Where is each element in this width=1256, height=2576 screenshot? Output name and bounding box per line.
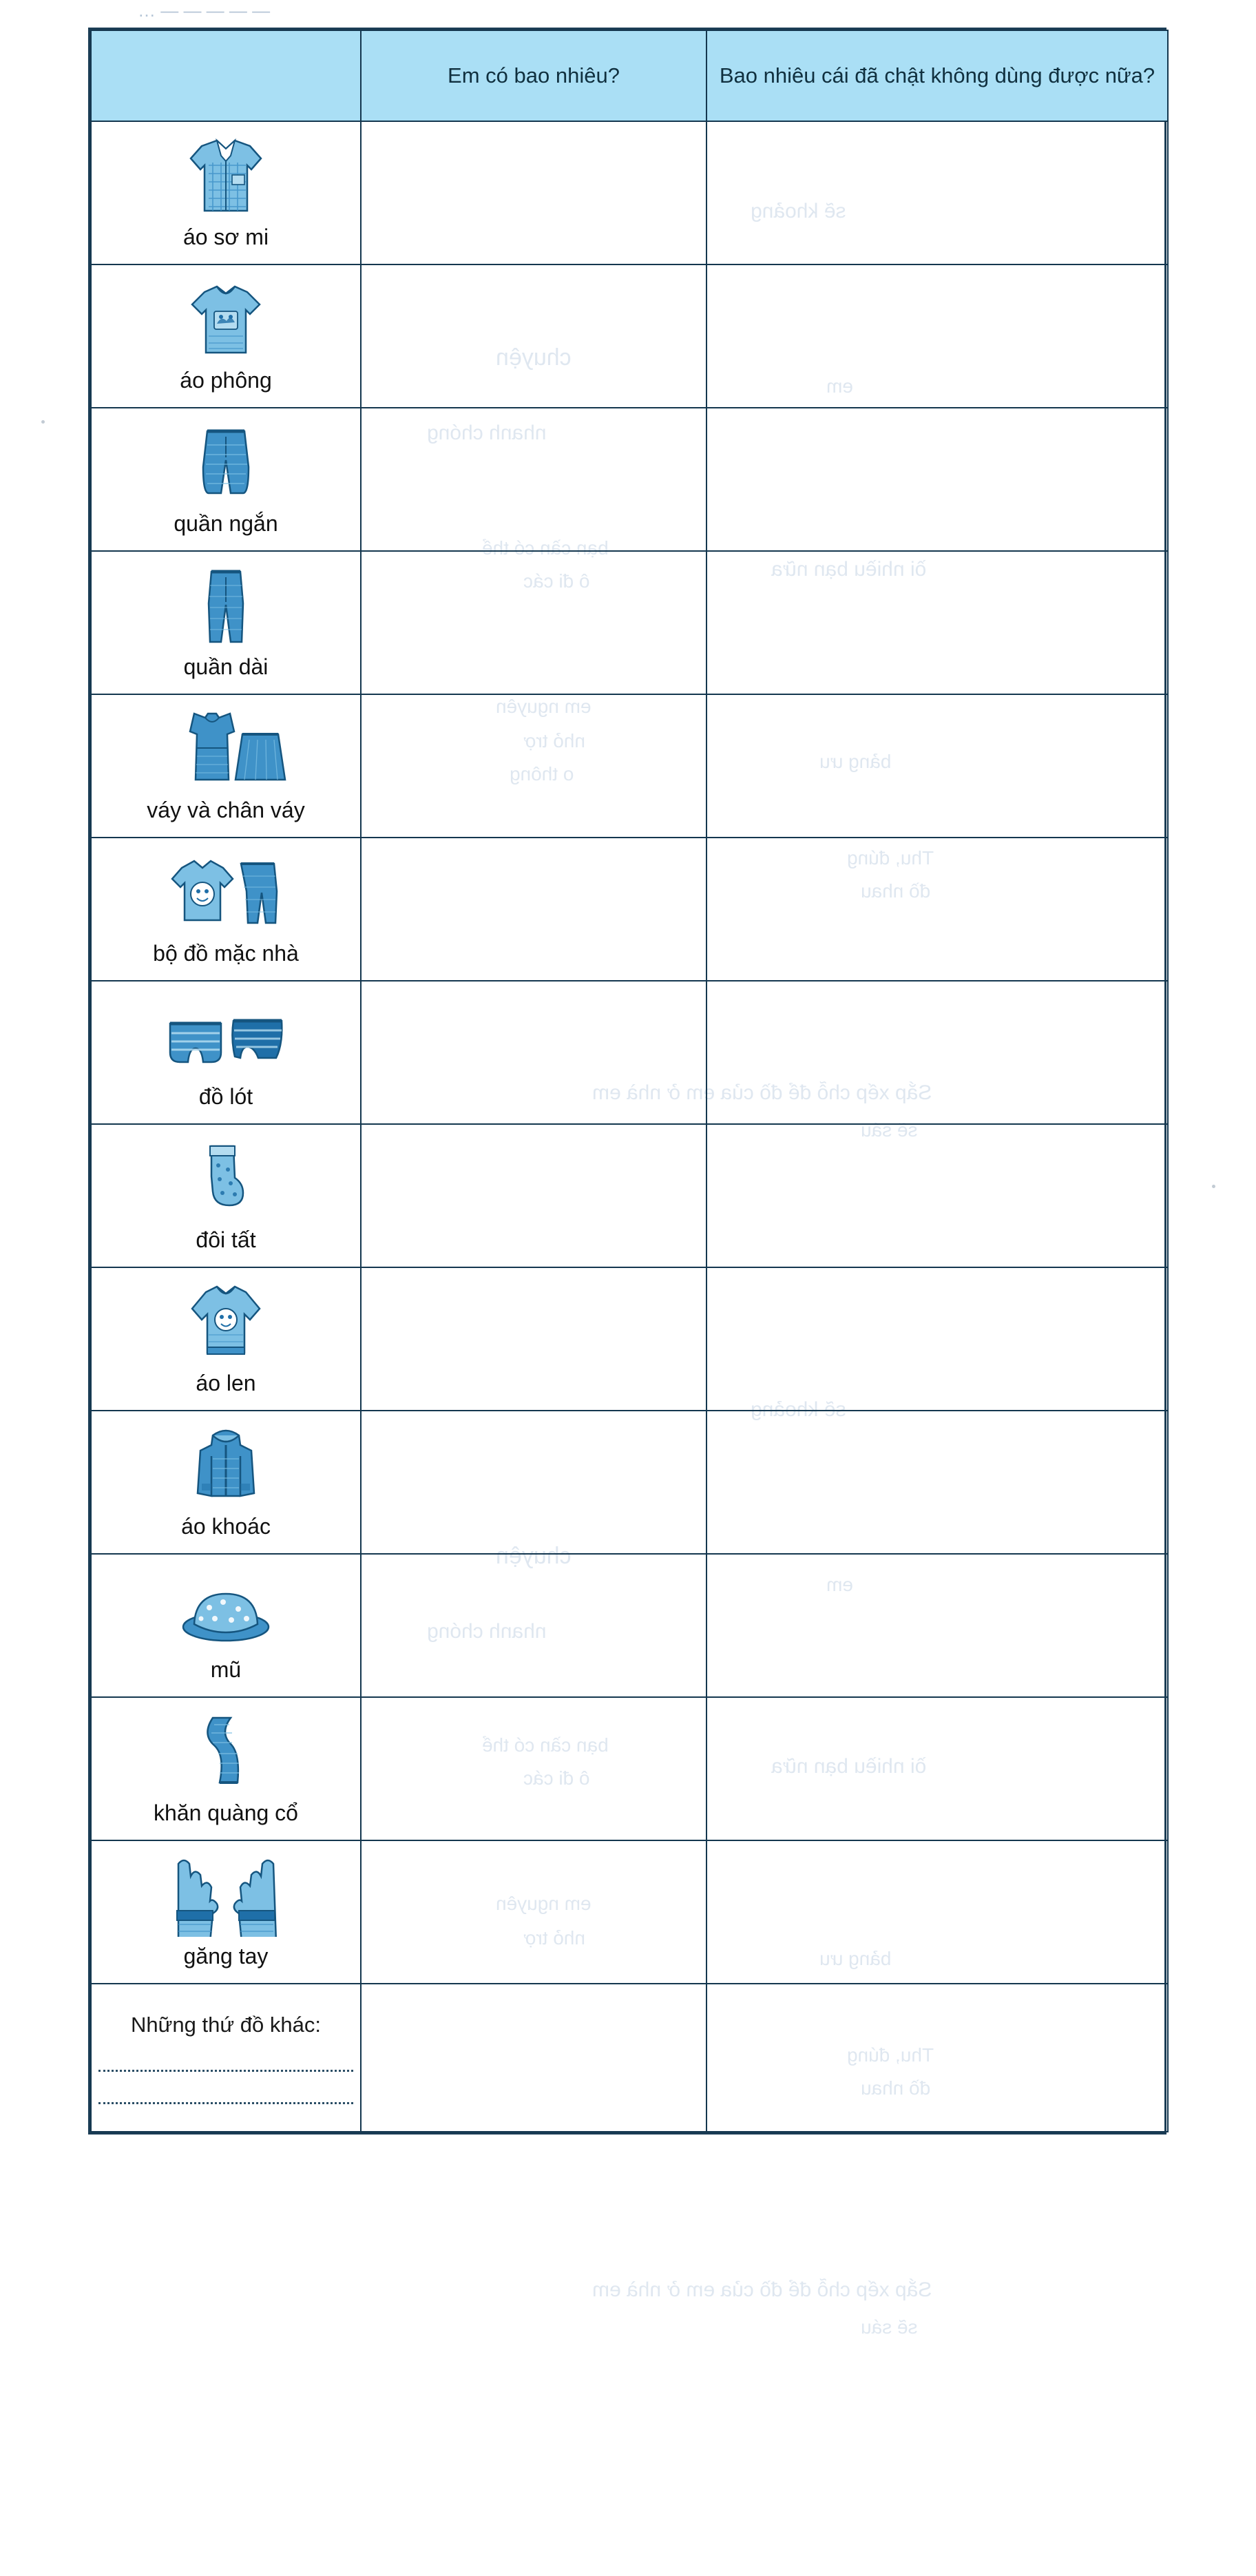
table-row (91, 551, 1168, 694)
item-cell (91, 981, 361, 1124)
answer-cell-too-tight[interactable] (706, 551, 1168, 694)
bleedthrough-text: em (826, 1574, 853, 1595)
sweater-icon (92, 1281, 360, 1364)
item-label: áo khoác (181, 1514, 271, 1539)
bleedthrough-text: nhanh chóng (427, 422, 547, 444)
table-head (91, 30, 1168, 121)
column-header-too-tight: Bao nhiêu cái đã chật không dùng được nữa? (706, 30, 1168, 121)
answer-cell-too-tight[interactable] (706, 1697, 1168, 1840)
item-cell (91, 1554, 361, 1697)
trousers-icon (92, 565, 360, 647)
table-row (91, 1697, 1168, 1840)
answer-cell-too-tight[interactable] (706, 121, 1168, 264)
clothing-inventory-table-wrapper (88, 28, 1166, 2134)
table-row (91, 264, 1168, 408)
cropped-top-text: … — — — — — (138, 0, 271, 21)
pajamas-icon (92, 851, 360, 934)
item-label: khăn quàng cổ (154, 1800, 298, 1825)
answer-cell-too-tight[interactable] (706, 1554, 1168, 1697)
shirt-icon (92, 135, 360, 218)
bleedthrough-text: chuyện (496, 1543, 572, 1569)
hat-icon (92, 1568, 360, 1650)
shorts-icon (92, 422, 360, 504)
item-cell (91, 408, 361, 551)
bleedthrough-text: sẽ sáu (861, 1119, 918, 1141)
answer-cell-how-many[interactable] (361, 551, 706, 694)
answer-cell-how-many[interactable] (361, 1840, 706, 1984)
column-header-how-many: Em có bao nhiêu? (361, 30, 706, 121)
item-label: áo phông (180, 368, 272, 393)
bleedthrough-text: ồi nhiều bạn nữa (771, 558, 927, 581)
underwear-icon (92, 995, 360, 1077)
socks-icon (92, 1138, 360, 1221)
item-cell (91, 264, 361, 408)
answer-cell-how-many[interactable] (361, 408, 706, 551)
item-label: quần ngắn (174, 511, 278, 536)
answer-cell-how-many[interactable] (361, 981, 706, 1124)
bleedthrough-text: nhỏ trợ (523, 730, 585, 751)
item-cell (91, 121, 361, 264)
answer-cell-too-tight[interactable] (706, 838, 1168, 981)
table-row (91, 1267, 1168, 1411)
item-cell (91, 1267, 361, 1411)
answer-cell-too-tight[interactable] (706, 981, 1168, 1124)
bleedthrough-text: o thông (510, 763, 574, 785)
answer-cell-how-many[interactable] (361, 1411, 706, 1554)
table-row (91, 694, 1168, 838)
answer-cell-how-many[interactable] (361, 121, 706, 264)
answer-cell-how-many[interactable] (361, 1267, 706, 1411)
table-row (91, 1554, 1168, 1697)
bleedthrough-text: nhỏ trợ (523, 1927, 585, 1949)
tshirt-icon (92, 278, 360, 361)
bleedthrough-text: bạn cần có thể (482, 537, 609, 559)
table-row (91, 1411, 1168, 1554)
paper-speck (1212, 1185, 1215, 1188)
answer-cell-how-many[interactable] (361, 1984, 706, 2132)
answer-cell-how-many[interactable] (361, 1697, 706, 1840)
paper-speck (41, 420, 45, 424)
write-in-line[interactable] (98, 2049, 353, 2072)
answer-cell-too-tight[interactable] (706, 1984, 1168, 2132)
answer-cell-too-tight[interactable] (706, 1267, 1168, 1411)
answer-cell-too-tight[interactable] (706, 1840, 1168, 1984)
column-header-item (91, 30, 361, 121)
item-cell (91, 838, 361, 981)
table-row (91, 121, 1168, 264)
bleedthrough-text: Sắp xếp chỗ để đồ của em ở nhà em (592, 1081, 932, 1104)
table-header-row (91, 30, 1168, 121)
item-label: bộ đồ mặc nhà (153, 941, 299, 966)
table-body (91, 121, 1168, 2132)
bleedthrough-text: sẽ khoảng (751, 1398, 846, 1421)
item-cell (91, 694, 361, 838)
table-row (91, 838, 1168, 981)
table-row (91, 1124, 1168, 1267)
jacket-icon (92, 1424, 360, 1507)
item-cell (91, 1697, 361, 1840)
clothing-inventory-table (90, 30, 1169, 2132)
answer-cell-how-many[interactable] (361, 838, 706, 981)
bleedthrough-text: Thu, đúng (847, 2044, 934, 2066)
item-label: quần dài (183, 654, 269, 679)
item-label: áo len (196, 1371, 256, 1395)
item-label: mũ (210, 1657, 242, 1682)
scarf-icon (92, 1711, 360, 1794)
answer-cell-too-tight[interactable] (706, 1124, 1168, 1267)
write-in-line[interactable] (98, 2081, 353, 2104)
answer-cell-how-many[interactable] (361, 264, 706, 408)
item-cell (91, 1411, 361, 1554)
table-row-other (91, 1984, 1168, 2132)
answer-cell-too-tight[interactable] (706, 694, 1168, 838)
bleedthrough-text: nhanh chóng (427, 1620, 547, 1643)
item-label: đồ lót (198, 1084, 253, 1109)
answer-cell-how-many[interactable] (361, 694, 706, 838)
bleedthrough-text: bạn cần có thể (482, 1734, 609, 1756)
bleedthrough-text: đồ nhau (861, 880, 931, 902)
item-cell (91, 551, 361, 694)
bleedthrough-text: chuyện (496, 344, 572, 371)
answer-cell-how-many[interactable] (361, 1554, 706, 1697)
bleedthrough-text: ô đi các (523, 570, 590, 592)
bleedthrough-text: em nguyên (496, 1893, 592, 1914)
item-cell (91, 1124, 361, 1267)
other-items-label: Những thứ đồ khác: (131, 2013, 321, 2037)
bleedthrough-text: Sắp xếp chỗ để đồ của em ở nhà em (592, 2278, 932, 2301)
other-items-cell (91, 1984, 361, 2132)
answer-cell-too-tight[interactable] (706, 408, 1168, 551)
bleedthrough-text: em nguyên (496, 696, 592, 717)
table-row (91, 1840, 1168, 1984)
item-label: đôi tất (196, 1227, 256, 1252)
table-row (91, 981, 1168, 1124)
table-row (91, 408, 1168, 551)
bleedthrough-text: em (826, 375, 853, 397)
bleedthrough-text: bảng ưu (819, 1948, 892, 1969)
bleedthrough-text: đồ nhau (861, 2077, 931, 2099)
item-label: áo sơ mi (182, 225, 269, 249)
dress-and-skirt-icon (92, 708, 360, 791)
answer-cell-too-tight[interactable] (706, 1411, 1168, 1554)
item-label: váy và chân váy (147, 798, 305, 822)
bleedthrough-text: sẽ sáu (861, 2316, 918, 2338)
bleedthrough-text: Thu, đúng (847, 847, 934, 869)
answer-cell-too-tight[interactable] (706, 264, 1168, 408)
answer-cell-how-many[interactable] (361, 1124, 706, 1267)
bleedthrough-text: sẽ khoảng (751, 200, 846, 222)
bleedthrough-text: bảng ưu (819, 751, 892, 772)
item-label: găng tay (183, 1944, 269, 1969)
item-cell (91, 1840, 361, 1984)
bleedthrough-text: ồi nhiều bạn nữa (771, 1755, 927, 1778)
bleedthrough-text: ô đi các (523, 1767, 590, 1789)
gloves-icon (92, 1854, 360, 1937)
